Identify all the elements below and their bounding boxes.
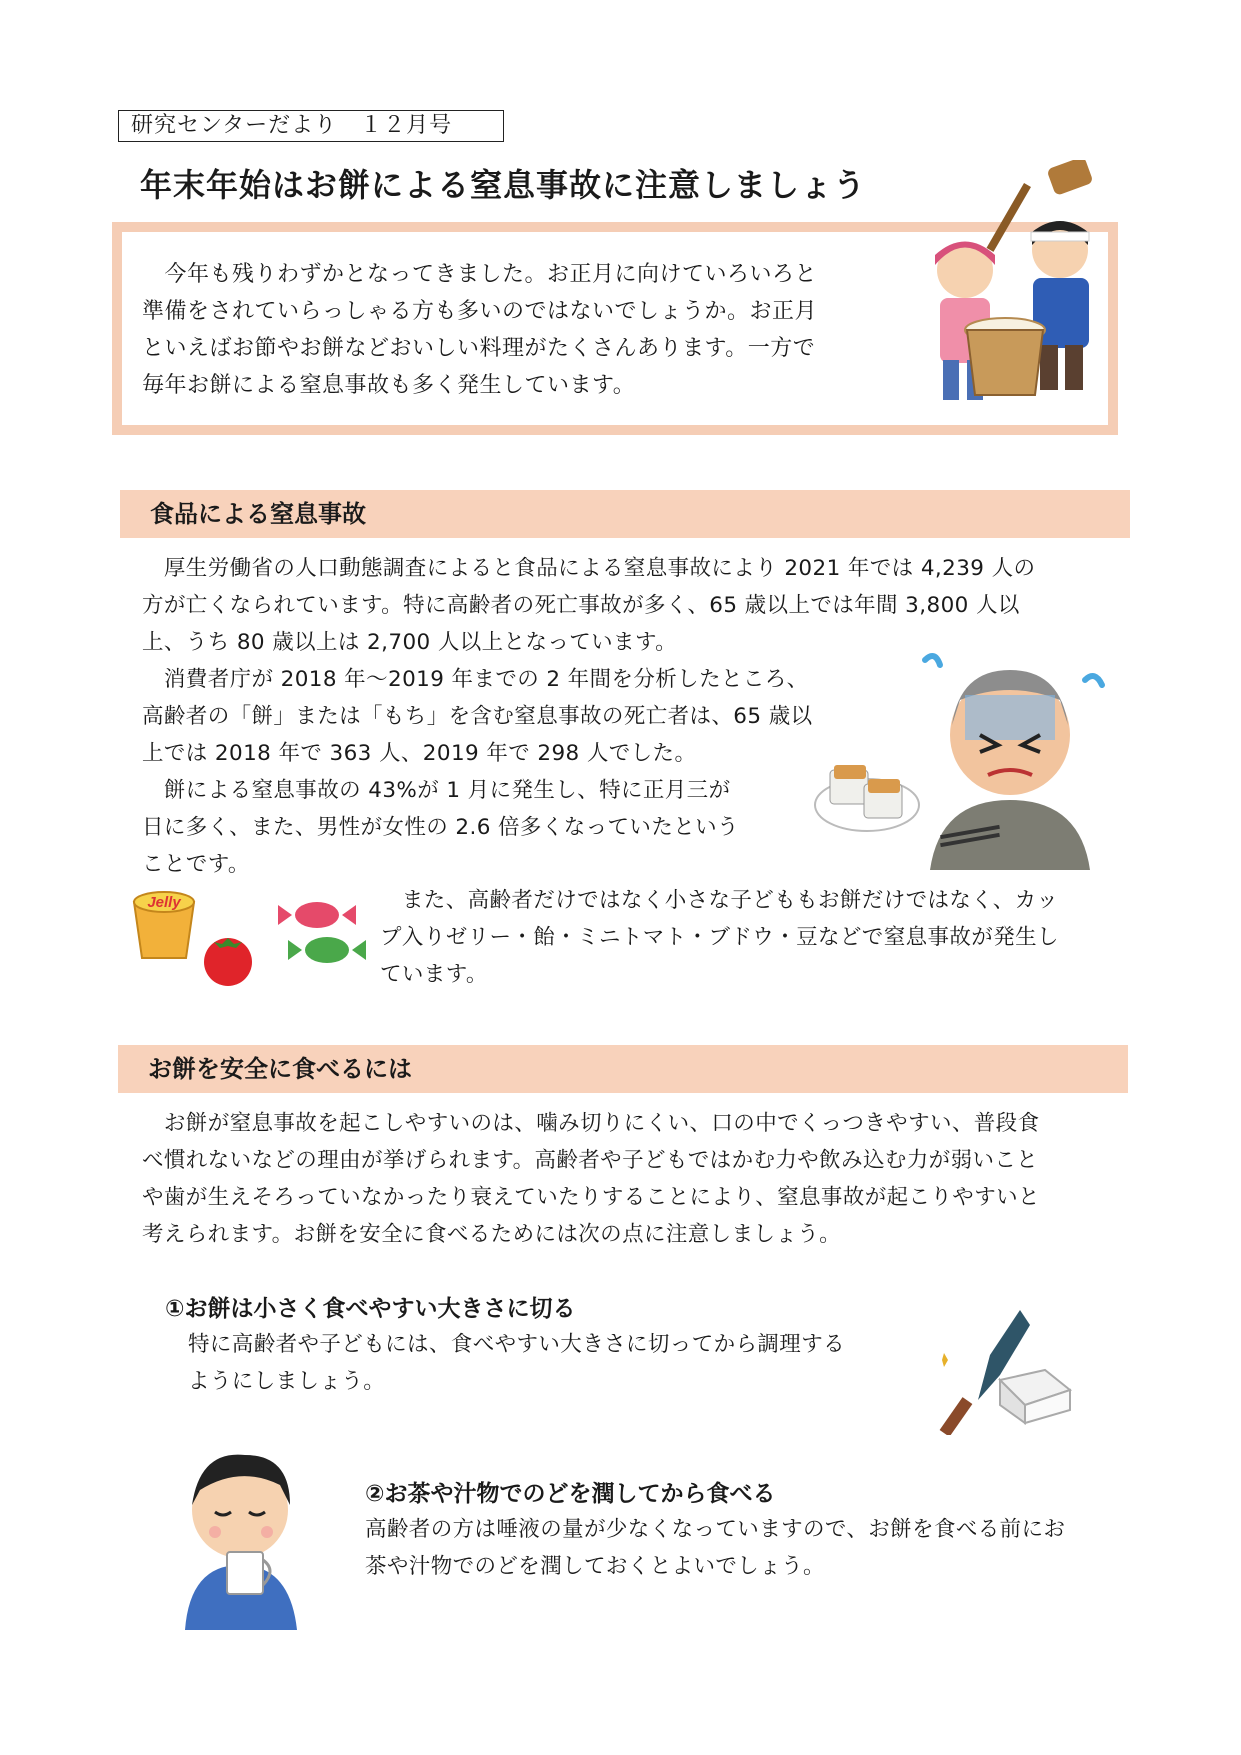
- text-line: 上では 2018 年で 363 人、2019 年で 298 人でした。: [142, 741, 697, 766]
- intro-text: [142, 256, 902, 404]
- text-line: プ入りゼリー・飴・ミニトマト・ブドウ・豆などで窒息事故が発生し: [380, 925, 1059, 950]
- text-line: ようにしましょう。: [188, 1369, 386, 1394]
- text-line: べ慣れないなどの理由が挙げられます。高齢者や子どもではかむ力や飲み込む力が弱いこと: [142, 1148, 1039, 1173]
- text-line: ことです。: [142, 852, 250, 877]
- candy-icon: [272, 895, 367, 975]
- text-line: 日に多く、また、男性が女性の 2.6 倍多くなっていたという: [142, 815, 739, 840]
- section1-paragraph-3: [142, 772, 822, 883]
- tomato-icon: [198, 928, 258, 988]
- text-line: 茶や汁物でのどを潤しておくとよいでしょう。: [365, 1554, 825, 1579]
- section-heading-safe-eating: お餅を安全に食べるには: [118, 1045, 1128, 1093]
- intro-line: 準備をされていらっしゃる方も多いのではないでしょうか。お正月: [142, 299, 818, 324]
- text-line: 考えられます。お餅を安全に食べるためには次の点に注意しましょう。: [142, 1222, 842, 1247]
- text-line: 特に高齢者や子どもには、食べやすい大きさに切ってから調理する: [188, 1332, 846, 1357]
- text-line: ています。: [380, 962, 488, 987]
- tip-1-text: [188, 1326, 928, 1400]
- tip-2-title: ②お茶や汁物でのどを潤してから食べる: [365, 1481, 776, 1507]
- mochi-plate-illustration: [812, 750, 922, 835]
- intro-line: 毎年お餅による窒息事故も多く発生しています。: [142, 373, 636, 398]
- choking-elderly-man-illustration: [910, 640, 1110, 870]
- text-line: 高齢者の「餅」または「もち」を含む窒息事故の死亡者は、65 歳以: [142, 704, 813, 729]
- text-line: 上、うち 80 歳以上は 2,700 人以上となっています。: [142, 630, 678, 655]
- jelly-cup-illustration: [128, 888, 200, 963]
- text-line: 餅による窒息事故の 43%が 1 月に発生し、特に正月三が: [142, 778, 731, 803]
- issue-label: 研究センターだより １２月号: [118, 110, 504, 142]
- page-title: 年末年始はお餅による窒息事故に注意しましょう: [140, 166, 867, 204]
- text-line: 消費者庁が 2018 年～2019 年までの 2 年間を分析したところ、: [142, 667, 809, 692]
- text-line: 厚生労働省の人口動態調査によると食品による窒息事故により 2021 年では 4,239 人の: [142, 556, 1036, 581]
- section1-paragraph-2: [142, 661, 902, 772]
- text-line: お餅が窒息事故を起こしやすいのは、噛み切りにくい、口の中でくっつきやすい、普段食: [142, 1111, 1040, 1136]
- section-heading-choking: 食品による窒息事故: [120, 490, 1130, 538]
- text-line: また、高齢者だけではなく小さな子どももお餅だけではなく、カッ: [380, 888, 1059, 913]
- intro-line: といえばお節やお餅などおいしい料理がたくさんあります。一方で: [142, 336, 816, 361]
- jelly-label: Jelly: [147, 894, 181, 911]
- mochi-pounding-illustration: [905, 160, 1115, 410]
- text-line: 高齢者の方は唾液の量が少なくなっていますので、お餅を食べる前にお: [365, 1517, 1066, 1542]
- section1-paragraph-4: [380, 882, 1125, 993]
- knife-cutting-mochi-illustration: [930, 1305, 1080, 1435]
- boy-drinking-tea-illustration: [185, 1440, 300, 1630]
- text-line: 方が亡くなられています。特に高齢者の死亡事故が多く、65 歳以上では年間 3,800 人以: [142, 593, 1020, 618]
- section2-paragraph: [142, 1105, 1127, 1253]
- intro-line: 今年も残りわずかとなってきました。お正月に向けていろいろと: [142, 262, 818, 287]
- tip-2-text: [365, 1511, 1135, 1585]
- tip-1-title: ①お餅は小さく食べやすい大きさに切る: [165, 1296, 576, 1322]
- text-line: や歯が生えそろっていなかったり衰えていたりすることにより、窒息事故が起こりやすいと: [142, 1185, 1040, 1210]
